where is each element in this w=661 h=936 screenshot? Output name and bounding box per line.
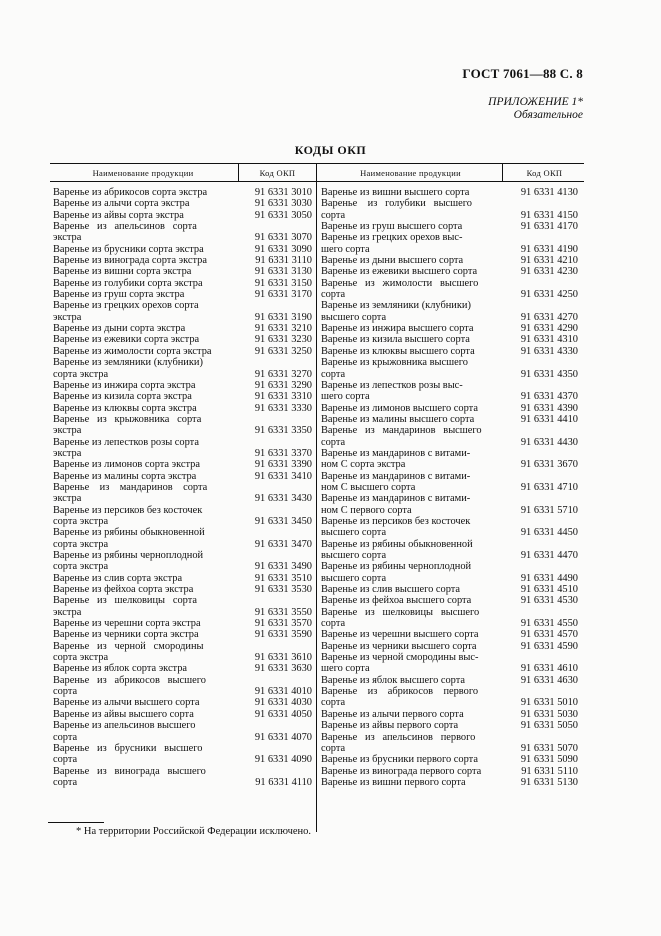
product-name-cell: Варенье из инжира высшего сорта xyxy=(321,323,474,335)
okp-code-cell: 91 6331 3570 xyxy=(254,618,312,630)
product-name-cell: Варенье из грецких орехов сорта xyxy=(53,300,199,312)
okp-code-cell xyxy=(502,652,578,663)
left-code-column xyxy=(238,187,312,788)
okp-code-cell: 91 6331 4390 xyxy=(520,402,578,414)
product-name-cell: Варенье из персиков без косточек xyxy=(53,504,203,516)
header-okp-code-right: Код ОКП xyxy=(526,168,563,178)
product-name-cell: сорта экстра xyxy=(53,515,109,527)
okp-code-cell: 91 6331 3330 xyxy=(254,402,312,414)
product-name-cell: Варенье из дыни высшего сорта xyxy=(321,255,464,267)
okp-code-cell: 91 6331 4370 xyxy=(520,391,578,403)
okp-code-cell: 91 6331 4130 xyxy=(520,187,578,198)
okp-code-cell: 91 6331 3090 xyxy=(254,243,312,255)
product-name-cell: Варенье из лимонов высшего сорта xyxy=(321,402,478,414)
okp-code-cell xyxy=(502,732,578,743)
okp-code-cell: 91 6331 3350 xyxy=(254,425,312,437)
product-name-cell: Варенье из кизила высшего сорта xyxy=(321,334,470,346)
okp-code-cell: 91 6331 4490 xyxy=(520,572,578,584)
okp-code-cell xyxy=(238,720,312,731)
okp-code-cell xyxy=(238,641,312,652)
product-name-cell: Варенье из лимонов сорта экстра xyxy=(53,459,200,471)
right-code-column xyxy=(502,187,578,788)
header-okp-code-left: Код ОКП xyxy=(259,168,296,178)
left-product-column xyxy=(53,187,236,788)
product-name-cell: Варенье из фейхоа высшего сорта xyxy=(321,595,472,607)
header-product-name-right: Наименование продукции xyxy=(360,168,461,178)
okp-code-cell xyxy=(238,357,312,368)
product-name-cell: Варенье из винограда первого сорта xyxy=(321,765,482,777)
product-name-cell: Варенье из голубики сорта экстра xyxy=(53,277,203,289)
product-name-cell: сорта xyxy=(53,754,78,766)
product-name-cell: Варенье из айвы высшего сорта xyxy=(53,708,194,720)
header-product-name-left: Наименование продукции xyxy=(92,168,194,178)
product-name-cell: Варенье из груш высшего сорта xyxy=(321,221,463,233)
okp-code-cell xyxy=(502,300,578,311)
okp-code-cell xyxy=(502,232,578,243)
product-name-cell: Варенье из брусники сорта экстра xyxy=(53,243,204,255)
product-name-cell: Варенье из мандаринов сорта xyxy=(53,481,208,493)
okp-code-cell: 91 6331 3610 xyxy=(254,652,312,664)
product-name-cell: шего сорта xyxy=(321,391,370,403)
okp-code-cell: 91 6331 3470 xyxy=(254,538,312,550)
okp-code-cell: 91 6331 4310 xyxy=(520,334,578,346)
okp-code-cell: 91 6331 3430 xyxy=(254,493,312,505)
okp-code-cell: 91 6331 3030 xyxy=(254,198,312,210)
product-name-cell: сорта xyxy=(53,776,78,788)
product-name-cell: ном С сорта экстра xyxy=(321,459,406,471)
okp-code-cell: 91 6331 4590 xyxy=(520,640,578,652)
product-name-cell: Варенье из жимолости сорта экстра xyxy=(53,345,212,357)
product-name-cell: Варенье из абрикосов сорта экстра xyxy=(53,187,208,198)
okp-code-cell: 91 6331 3490 xyxy=(254,561,312,573)
product-name-cell: Варенье из дыни сорта экстра xyxy=(53,323,186,335)
product-name-cell: Варенье из черной смородины выс- xyxy=(321,652,479,664)
okp-code-cell: 91 6331 5010 xyxy=(520,697,578,709)
okp-code-cell: 91 6331 5090 xyxy=(520,754,578,766)
okp-code-cell: 91 6331 4070 xyxy=(254,731,312,743)
okp-code-cell xyxy=(238,743,312,754)
okp-code-cell xyxy=(238,675,312,686)
okp-code-cell: 91 6331 4530 xyxy=(520,595,578,607)
okp-code-cell xyxy=(238,300,312,311)
product-name-cell: Варенье из инжира сорта экстра xyxy=(53,379,196,391)
product-name-cell: Варенье из голубики высшего xyxy=(321,198,472,210)
okp-code-cell: 91 6331 3310 xyxy=(254,391,312,403)
product-name-cell: высшего сорта xyxy=(321,572,387,584)
okp-code-cell: 91 6331 3550 xyxy=(254,606,312,618)
product-name-cell: Варенье из алычи сорта экстра xyxy=(53,198,190,210)
product-name-cell: сорта экстра xyxy=(53,368,109,380)
okp-code-cell xyxy=(502,278,578,289)
product-name-cell: Варенье из мандаринов с витами- xyxy=(321,470,471,482)
okp-code-cell: 91 6331 3670 xyxy=(520,459,578,471)
okp-code-cell: 91 6331 3530 xyxy=(254,584,312,596)
header-divider xyxy=(502,164,503,181)
product-name-cell: сорта xyxy=(321,742,346,754)
table-header xyxy=(50,164,584,182)
okp-code-cell xyxy=(502,357,578,368)
product-name-cell: Варенье из лепестков розы сорта xyxy=(53,436,199,448)
okp-code-cell: 91 6331 5710 xyxy=(520,504,578,516)
okp-code-cell xyxy=(238,505,312,516)
product-name-cell: Варенье из земляники (клубники) xyxy=(321,300,471,312)
product-name-cell: сорта xyxy=(321,209,346,221)
okp-code-cell: 91 6331 4210 xyxy=(520,255,578,267)
okp-code-cell xyxy=(238,527,312,538)
okp-code-cell: 91 6331 3190 xyxy=(254,311,312,323)
okp-code-cell: 91 6331 3630 xyxy=(254,663,312,675)
product-name-cell: Варенье из апельсинов первого xyxy=(321,731,476,743)
right-product-column xyxy=(321,187,501,788)
okp-code-cell: 91 6331 4410 xyxy=(520,413,578,425)
okp-code-cell: 91 6331 3390 xyxy=(254,459,312,471)
okp-code-cell: 91 6331 4630 xyxy=(520,674,578,686)
product-name-cell: Варенье из апельсинов высшего xyxy=(53,720,196,732)
product-name-cell: Варенье из земляники (клубники) xyxy=(53,357,203,369)
okp-code-cell xyxy=(238,221,312,232)
product-name-cell: Варенье из ежевики сорта экстра xyxy=(53,334,200,346)
product-name-cell: Варенье из мандаринов высшего xyxy=(321,425,482,437)
product-name-cell: Варенье из яблок сорта экстра xyxy=(53,663,188,675)
product-name-cell: экстра xyxy=(53,232,82,244)
okp-code-cell: 91 6331 4710 xyxy=(520,481,578,493)
product-name-cell: Варенье из лепестков розы выс- xyxy=(321,379,463,391)
product-name-cell: Варенье из крыжовника высшего xyxy=(321,357,468,369)
okp-code-cell xyxy=(502,516,578,527)
okp-code-cell: 91 6331 3170 xyxy=(254,289,312,301)
okp-code-cell: 91 6331 4430 xyxy=(520,436,578,448)
product-name-cell: Варенье из груш сорта экстра xyxy=(53,289,185,301)
okp-code-cell: 91 6331 3210 xyxy=(254,323,312,335)
product-name-cell: Варенье из грецких орехов выс- xyxy=(321,232,463,244)
okp-code-cell xyxy=(502,471,578,482)
table-body xyxy=(50,182,584,832)
okp-code-cell: 91 6331 4150 xyxy=(520,209,578,221)
product-name-cell: Варенье из ежевики высшего сорта xyxy=(321,266,478,278)
product-name-cell: Варенье из яблок высшего сорта xyxy=(321,674,466,686)
okp-code-cell: 91 6331 4350 xyxy=(520,368,578,380)
okp-code-cell: 91 6331 3050 xyxy=(254,209,312,221)
product-name-cell: Варенье из брусники высшего xyxy=(53,742,203,754)
column-divider xyxy=(316,182,317,832)
product-name-cell: Варенье из рябины черноплодной xyxy=(321,561,472,573)
okp-code-cell: 91 6331 4030 xyxy=(254,697,312,709)
product-name-cell: высшего сорта xyxy=(321,550,387,561)
product-name-cell: Варенье из слив сорта экстра xyxy=(53,572,183,584)
product-name-cell: экстра xyxy=(53,311,82,323)
product-name-cell: Варенье из абрикосов высшего xyxy=(53,674,206,686)
okp-code-cell xyxy=(238,550,312,561)
okp-code-cell: 91 6331 4550 xyxy=(520,618,578,630)
product-name-cell: Варенье из алычи высшего сорта xyxy=(53,697,200,709)
okp-code-cell xyxy=(502,198,578,209)
okp-code-cell: 91 6331 5030 xyxy=(520,708,578,720)
product-name-cell: сорта экстра xyxy=(53,561,109,573)
okp-code-cell xyxy=(238,437,312,448)
product-name-cell: Варенье из черники сорта экстра xyxy=(53,629,199,641)
product-name-cell: сорта xyxy=(321,697,346,709)
okp-code-cell xyxy=(502,686,578,697)
footnote-separator xyxy=(48,822,104,823)
okp-code-cell: 91 6331 4010 xyxy=(254,686,312,698)
okp-code-cell: 91 6331 4450 xyxy=(520,527,578,539)
product-name-cell: Варенье из черешни высшего сорта xyxy=(321,629,479,641)
product-name-cell: Варенье из клюквы высшего сорта xyxy=(321,345,475,357)
product-name-cell: Варенье из черешни сорта экстра xyxy=(53,618,201,630)
product-name-cell: Варенье из винограда высшего xyxy=(53,765,206,777)
okp-code-cell: 91 6331 3070 xyxy=(254,232,312,244)
okp-code-cell: 91 6331 4470 xyxy=(520,550,578,561)
product-name-cell: Варенье из фейхоа сорта экстра xyxy=(53,584,194,596)
product-name-cell: Варенье из шелковицы сорта xyxy=(53,595,197,607)
okp-code-cell: 91 6331 3110 xyxy=(255,255,312,267)
product-name-cell: Варенье из винограда сорта экстра xyxy=(53,255,207,267)
okp-code-cell xyxy=(502,539,578,550)
product-name-cell: экстра xyxy=(53,425,82,437)
appendix-status: Обязательное xyxy=(513,109,583,121)
okp-code-cell: 91 6331 4110 xyxy=(255,776,312,788)
okp-code-cell: 91 6331 3510 xyxy=(254,572,312,584)
product-name-cell: Варенье из черной смородины xyxy=(53,640,204,652)
product-name-cell: ном С первого сорта xyxy=(321,504,412,516)
okp-code-cell: 91 6331 4230 xyxy=(520,266,578,278)
okp-code-cell: 91 6331 4510 xyxy=(520,584,578,596)
okp-code-cell: 91 6331 3410 xyxy=(254,470,312,482)
product-name-cell: высшего сорта xyxy=(321,527,387,539)
okp-code-cell xyxy=(238,414,312,425)
okp-code-cell: 91 6331 3590 xyxy=(254,629,312,641)
product-name-cell: Варенье из клюквы сорта экстра xyxy=(53,402,197,414)
okp-code-cell: 91 6331 4170 xyxy=(520,221,578,233)
product-name-cell: шего сорта xyxy=(321,663,370,675)
product-name-cell: Варенье из алычи первого сорта xyxy=(321,708,464,720)
okp-code-cell: 91 6331 3150 xyxy=(254,277,312,289)
document-reference: ГОСТ 7061—88 С. 8 xyxy=(462,66,583,81)
header-divider xyxy=(238,164,239,181)
product-name-cell: Варенье из айвы сорта экстра xyxy=(53,209,184,221)
product-name-cell: Варенье из рябины черноплодной xyxy=(53,550,204,561)
appendix-title: ПРИЛОЖЕНИЕ 1* xyxy=(488,96,583,108)
okp-code-cell: 91 6331 3270 xyxy=(254,368,312,380)
product-name-cell: сорта xyxy=(321,436,346,448)
product-name-cell: сорта xyxy=(53,731,78,743)
footnote: * На территории Российской Федерации исключено. xyxy=(76,826,312,837)
product-name-cell: Варенье из мандаринов с витами- xyxy=(321,493,471,505)
product-name-cell: сорта экстра xyxy=(53,538,109,550)
product-name-cell: Варенье из айвы первого сорта xyxy=(321,720,459,732)
okp-code-cell: 91 6331 5050 xyxy=(520,720,578,732)
okp-code-cell xyxy=(502,448,578,459)
table-title: КОДЫ ОКП xyxy=(294,143,367,157)
okp-code-cell: 91 6331 3010 xyxy=(254,187,312,198)
okp-code-cell: 91 6331 4090 xyxy=(254,754,312,766)
okp-code-cell xyxy=(502,425,578,436)
product-name-cell: ном С высшего сорта xyxy=(321,481,416,493)
okp-code-cell: 91 6331 3450 xyxy=(254,515,312,527)
product-name-cell: Варенье из рябины обыкновенной xyxy=(53,527,205,539)
product-name-cell: высшего сорта xyxy=(321,311,387,323)
okp-code-cell: 91 6331 3290 xyxy=(254,379,312,391)
okp-code-cell: 91 6331 5130 xyxy=(520,776,578,788)
okp-code-cell: 91 6331 5110 xyxy=(521,765,578,777)
okp-codes-table xyxy=(50,163,584,832)
okp-code-cell: 91 6331 4270 xyxy=(520,311,578,323)
product-name-cell: Варенье из брусники первого сорта xyxy=(321,754,478,766)
product-name-cell: Варенье из рябины обыкновенной xyxy=(321,538,473,550)
okp-code-cell: 91 6331 3230 xyxy=(254,334,312,346)
product-name-cell: Варенье из мандаринов с витами- xyxy=(321,447,471,459)
product-name-cell: Варенье из слив высшего сорта xyxy=(321,584,461,596)
product-name-cell: экстра xyxy=(53,606,82,618)
product-name-cell: сорта xyxy=(321,289,346,301)
okp-code-cell xyxy=(502,607,578,618)
okp-code-cell xyxy=(238,482,312,493)
okp-code-cell: 91 6331 4290 xyxy=(520,323,578,335)
okp-code-cell xyxy=(502,493,578,504)
product-name-cell: сорта экстра xyxy=(53,652,109,664)
header-divider xyxy=(316,164,317,181)
okp-code-cell: 91 6331 4050 xyxy=(254,708,312,720)
product-name-cell: Варенье из вишни высшего сорта xyxy=(321,187,470,198)
product-name-cell: сорта xyxy=(321,618,346,630)
okp-code-cell: 91 6331 4570 xyxy=(520,629,578,641)
okp-code-cell xyxy=(238,595,312,606)
okp-code-cell xyxy=(502,380,578,391)
product-name-cell: Варенье из малины сорта экстра xyxy=(53,470,197,482)
okp-code-cell: 91 6331 4190 xyxy=(520,243,578,255)
product-name-cell: Варенье из апельсинов сорта xyxy=(53,221,197,233)
product-name-cell: Варенье из персиков без косточек xyxy=(321,515,471,527)
product-name-cell: Варенье из черники высшего сорта xyxy=(321,640,477,652)
product-name-cell: сорта xyxy=(321,368,346,380)
okp-code-cell xyxy=(502,561,578,572)
okp-code-cell xyxy=(238,766,312,777)
okp-code-cell: 91 6331 3130 xyxy=(254,266,312,278)
okp-code-cell: 91 6331 4610 xyxy=(520,663,578,675)
product-name-cell: сорта xyxy=(53,686,78,698)
product-name-cell: экстра xyxy=(53,447,82,459)
okp-code-cell: 91 6331 5070 xyxy=(520,742,578,754)
okp-code-cell: 91 6331 4250 xyxy=(520,289,578,301)
product-name-cell: Варенье из шелковицы высшего xyxy=(321,606,480,618)
okp-code-cell: 91 6331 4330 xyxy=(520,345,578,357)
product-name-cell: Варенье из жимолости высшего xyxy=(321,277,479,289)
product-name-cell: Варенье из кизила сорта экстра xyxy=(53,391,192,403)
okp-code-cell: 91 6331 3370 xyxy=(254,447,312,459)
product-name-cell: экстра xyxy=(53,493,82,505)
product-name-cell: Варенье из вишни первого сорта xyxy=(321,776,466,788)
okp-code-cell: 91 6331 3250 xyxy=(254,345,312,357)
product-name-cell: шего сорта xyxy=(321,243,370,255)
appendix-label xyxy=(488,96,583,122)
product-name-cell: Варенье из вишни сорта экстра xyxy=(53,266,192,278)
product-name-cell: Варенье из малины высшего сорта xyxy=(321,413,475,425)
product-name-cell: Варенье из абрикосов первого xyxy=(321,686,479,698)
product-name-cell: Варенье из крыжовника сорта xyxy=(53,413,202,425)
